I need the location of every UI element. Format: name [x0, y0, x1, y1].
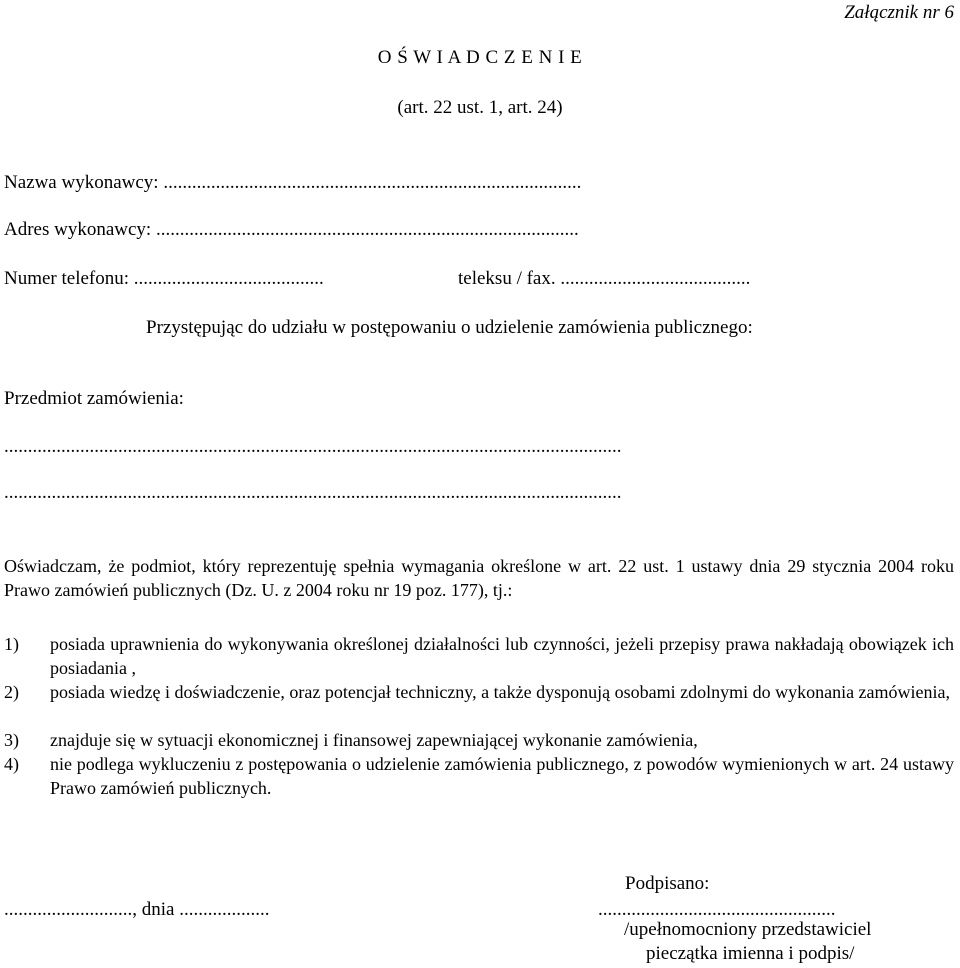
document-subtitle: (art. 22 ust. 1, art. 24)	[397, 97, 563, 118]
signature-caption-2: pieczątka imienna i podpis/	[646, 943, 855, 964]
subject-dotted-line-1: ..................................................................................................................................	[4, 436, 622, 457]
signature-line: ..................................................	[598, 899, 836, 920]
item-number: 4)	[4, 754, 19, 774]
item-number: 2)	[4, 682, 19, 702]
item-text: posiada uprawnienia do wykonywania określonej działalności lub czynności, jeżeli przepisy prawa nakładają obowiązek ich posiadania ,	[50, 634, 954, 678]
subject-dotted-line-2: ..................................................................................................................................	[4, 482, 622, 503]
declaration-text: Oświadczam, że podmiot, który reprezentuję spełnia wymagania określone w art. 22 ust. 1 ustawy dnia 29 stycznia 2004 roku Prawo zamówień publicznych (Dz. U. z 2004 roku nr 19 poz. 177), tj.:	[4, 556, 954, 600]
item-number: 3)	[4, 730, 19, 750]
item-text: posiada wiedzę i doświadczenie, oraz potencjał techniczny, a także dysponują osobami zdolnymi do wykonania zamówienia,	[50, 682, 951, 702]
contractor-name-field: Nazwa wykonawcy: ........................................................................................	[4, 172, 582, 193]
place-date-field: ..........................., dnia ...................	[4, 899, 270, 920]
annex-label: Załącznik nr 6	[844, 2, 954, 23]
document-title: O Ś W I A D C Z E N I E	[377, 47, 583, 68]
item-text: znajduje się w sytuacji ekonomicznej i finansowej zapewniającej wykonanie zamówienia,	[50, 730, 698, 750]
contractor-address-field: Adres wykonawcy: .........................................................................................	[4, 219, 579, 240]
subject-label: Przedmiot zamówienia:	[4, 388, 184, 409]
intro-text: Przystępując do udziału w postępowaniu o udzielenie zamówienia publicznego:	[146, 317, 753, 338]
signed-label: Podpisano:	[625, 873, 710, 894]
item-number: 1)	[4, 634, 19, 654]
signature-caption-1: /upełnomocniony przedstawiciel	[624, 919, 872, 940]
item-text: nie podlega wykluczeniu z postępowania o udzielenie zamówienia publicznego, z powodów wymienionych w art. 24 ustawy Prawo zamówień publicznych.	[50, 754, 954, 798]
phone-field: Numer telefonu: ........................................	[4, 268, 324, 289]
fax-field: teleksu / fax. ........................................	[458, 268, 751, 289]
